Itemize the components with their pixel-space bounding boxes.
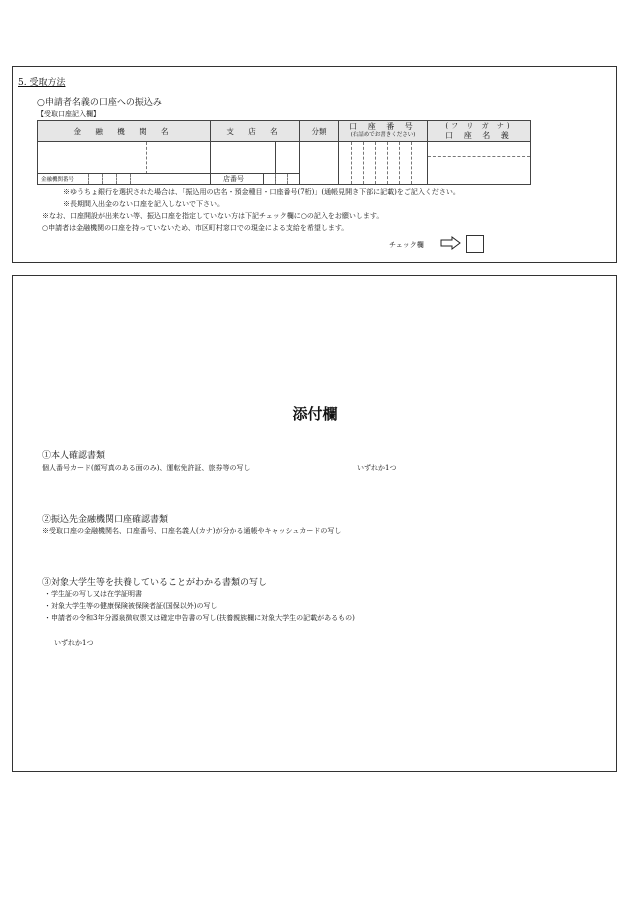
bank-code-divider [88, 174, 89, 184]
id-document-note: いずれか1つ [357, 464, 397, 472]
bank-doc-desc: ※受取口座の金融機関名、口座番号、口座名義人(カナ)が分かる通帳やキャッシュカードの写し [42, 527, 342, 535]
bank-code-divider [102, 174, 103, 184]
bank-code-divider [116, 174, 117, 184]
account-holder-cell[interactable] [428, 142, 531, 185]
digit-divider [387, 142, 388, 184]
digit-divider [411, 142, 412, 184]
furigana-label: (フ リ ガ ナ) [445, 122, 513, 130]
check-box[interactable] [466, 235, 484, 253]
digit-divider [363, 142, 364, 184]
list-item: ・申請者の令和3年分源泉徴収票又は確定申告書の写し(扶養親族欄に対象大学生の記載があるもの) [44, 614, 355, 622]
account-number-header [339, 121, 428, 142]
digit-divider [375, 142, 376, 184]
form-label: 【受取口座記入欄】 [37, 110, 100, 118]
dependent-doc-note: いずれか1つ [54, 639, 94, 647]
bank-code-row [38, 173, 210, 184]
id-document-desc: 個人番号カード(顔写真のある面のみ)、運転免許証、旅券等の写し [42, 464, 251, 472]
account-holder-label: 口 座 名 義 [445, 131, 513, 140]
bank-name-divider [146, 142, 147, 174]
branch-code-divider [287, 174, 288, 184]
account-holder-header [428, 121, 531, 142]
branch-name-cell[interactable] [211, 142, 300, 185]
arrow-right-icon [440, 236, 462, 250]
cash-payment-option: ○申請者は金融機関の口座を持っていないため、市区町村窓口での現金による支給を希望します。 [42, 224, 349, 232]
furigana-divider [428, 156, 530, 157]
bank-transfer-option: ○申請者名義の口座への振込み [37, 98, 162, 108]
bank-name-cell[interactable] [38, 142, 211, 185]
bank-doc-title: ②振込先金融機関口座確認書類 [42, 515, 169, 525]
branch-code-divider [263, 174, 264, 184]
account-number-cell[interactable] [339, 142, 428, 185]
branch-code-divider [275, 174, 276, 184]
branch-code-label: 店番号 [223, 175, 244, 183]
category-header: 分類 [300, 121, 339, 142]
list-item: ・対象大学生等の健康保険被保険者証(国保以外)の写し [44, 602, 218, 610]
no-account-note: ※なお、口座開設が出来ない等、振込口座を指定していない方は下記チェック欄に○の記入をお願いします。 [42, 212, 384, 220]
account-number-label: 口 座 番 号 [349, 122, 417, 131]
list-item: ・学生証の写し又は在学証明書 [44, 590, 142, 598]
yucho-note: ※ゆうちょ銀行を選択された場合は、「振込用の店名・預金種目・口座番号(7桁)」(通帳見開き下部に記載)をご記入ください。 [63, 188, 460, 196]
bank-code-divider [130, 174, 131, 184]
id-document-title: ①本人確認書類 [42, 451, 106, 461]
digit-divider [351, 142, 352, 184]
account-entry-table [37, 120, 531, 185]
digit-divider [399, 142, 400, 184]
check-label: チェック欄 [389, 241, 424, 249]
section-heading: 5. 受取方法 [18, 78, 66, 88]
account-number-note: (右詰めでお書きください) [350, 132, 416, 138]
bank-name-header: 金 融 機 関 名 [38, 121, 211, 142]
bank-code-label: 金融機関番号 [41, 177, 75, 183]
category-cell[interactable] [300, 142, 339, 185]
dormant-account-note: ※長期間入出金のない口座を記入しないで下さい。 [63, 200, 224, 208]
branch-name-header: 支 店 名 [211, 121, 300, 142]
dependent-doc-title: ③対象大学生等を扶養していることがわかる書類の写し [42, 578, 268, 588]
branch-code-row [211, 173, 299, 184]
attachments-title: 添付欄 [292, 405, 338, 423]
